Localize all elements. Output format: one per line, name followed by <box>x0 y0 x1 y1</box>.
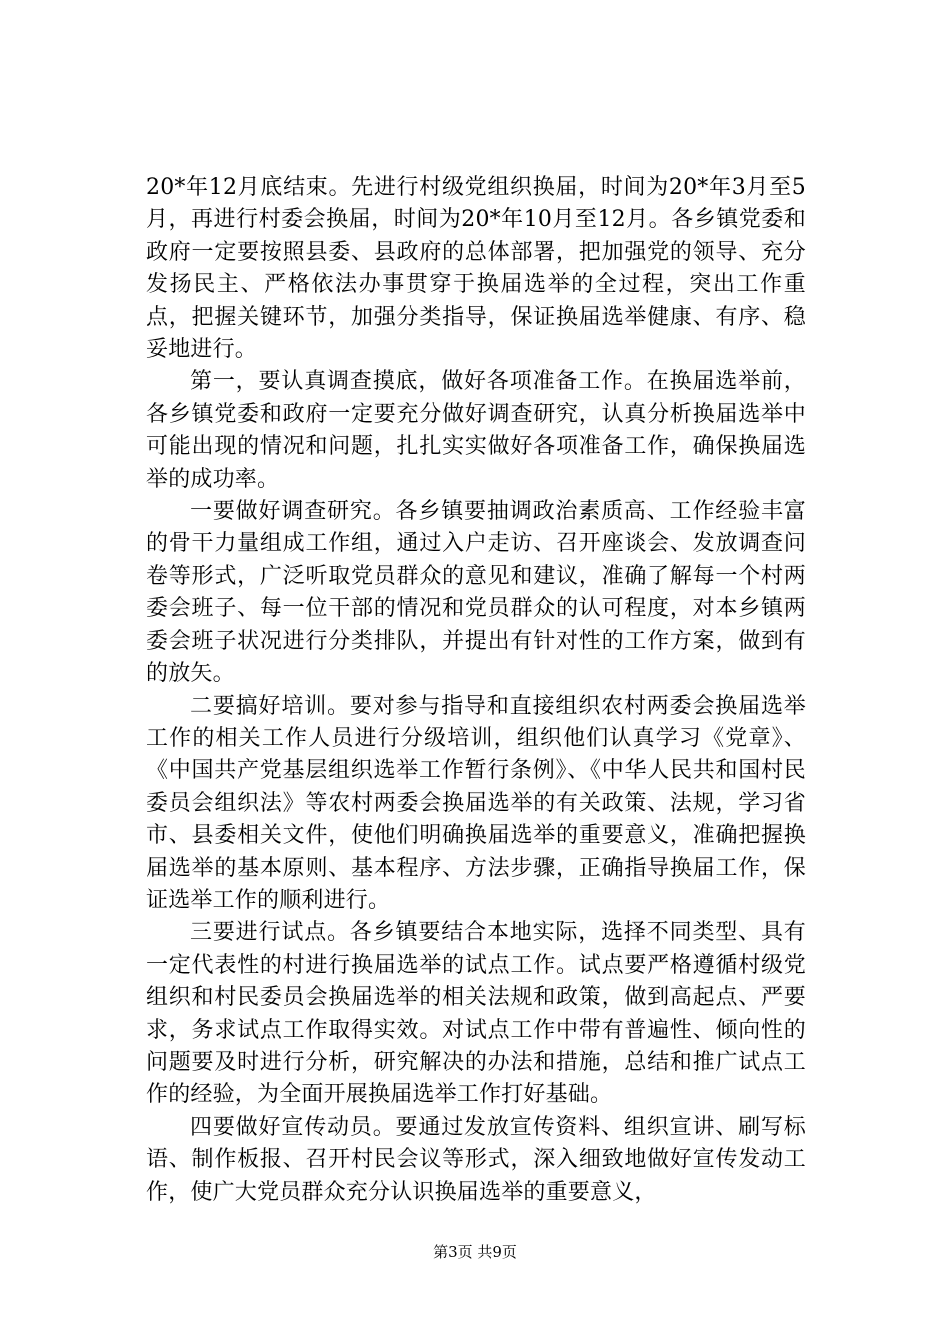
page-footer: 第3页 共9页 <box>433 1243 517 1261</box>
paragraph-4: 二要搞好培训。要对参与指导和直接组织农村两委会换届选举工作的相关工作人员进行分级培训，组织他们认真学习《党章》、《中国共产党基层组织选举工作暂行条例》、《中华人民共和国村民委员会组织法》等农村两委会换届选举的有关政策、法规，学习省市、县委相关文件，使他们明确换届选举的重要意义，准确把握换届选举的基本原则、基本程序、方法步骤，正确指导换届工作，保证选举工作的顺利进行。 <box>146 693 806 913</box>
paragraph-6: 四要做好宣传动员。要通过发放宣传资料、组织宣讲、刷写标语、制作板报、召开村民会议等形式，深入细致地做好宣传发动工作，使广大党员群众充分认识换届选举的重要意义， <box>146 1114 806 1205</box>
paragraph-2: 第一，要认真调查摸底，做好各项准备工作。在换届选举前，各乡镇党委和政府一定要充分做好调查研究，认真分析换届选举中可能出现的情况和问题，扎扎实实做好各项准备工作，确保换届选举的成功率。 <box>146 369 806 492</box>
document-body <box>146 172 806 1209</box>
paragraph-5: 三要进行试点。各乡镇要结合本地实际，选择不同类型、具有一定代表性的村进行换届选举的试点工作。试点要严格遵循村级党组织和村民委员会换届选举的相关法规和政策，做到高起点、严要求，务求试点工作取得实效。对试点工作中带有普遍性、倾向性的问题要及时进行分析，研究解决的办法和措施，总结和推广试点工作的经验，为全面开展换届选举工作打好基础。 <box>146 920 806 1108</box>
paragraph-1: 20*年12月底结束。先进行村级党组织换届，时间为20*年3月至5月，再进行村委会换届，时间为20*年10月至12月。各乡镇党委和政府一定要按照县委、县政府的总体部署，把加强党的领导、充分发扬民主、严格依法办事贯穿于换届选举的全过程，突出工作重点，把握关键环节，加强分类指导，保证换届选举健康、有序、稳妥地进行。 <box>146 175 806 363</box>
paragraph-3: 一要做好调查研究。各乡镇要抽调政治素质高、工作经验丰富的骨干力量组成工作组，通过入户走访、召开座谈会、发放调查问卷等形式，广泛听取党员群众的意见和建议，准确了解每一个村两委会班子、每一位干部的情况和党员群众的认可程度，对本乡镇两委会班子状况进行分类排队，并提出有针对性的工作方案，做到有的放矢。 <box>146 499 806 687</box>
